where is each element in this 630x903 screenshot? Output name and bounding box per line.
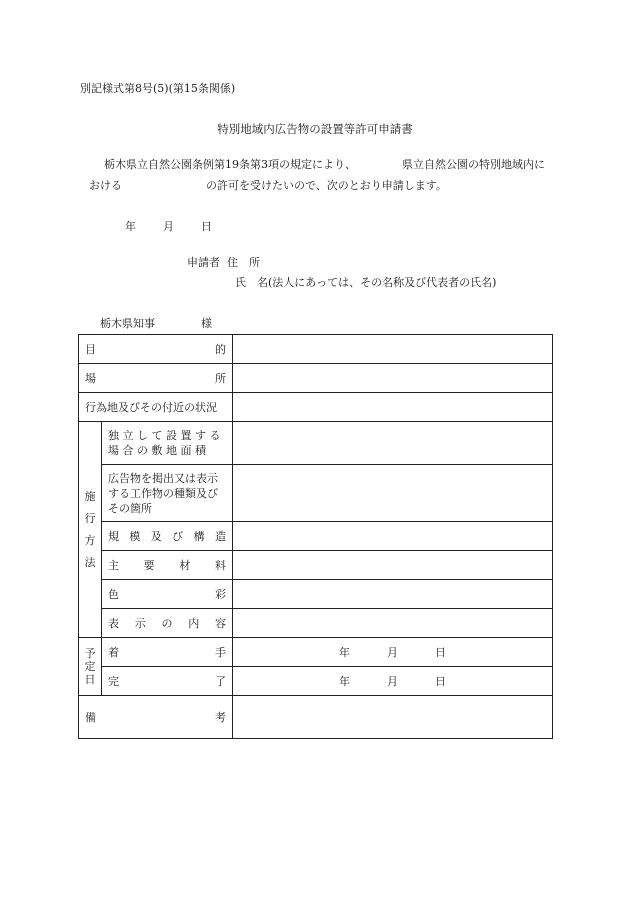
complete-label: 完 了 [102, 667, 233, 696]
table-row [79, 580, 553, 609]
table-row [79, 422, 553, 465]
site-area-field[interactable] [233, 422, 553, 465]
materials-field[interactable] [233, 551, 553, 580]
table-row [79, 364, 553, 393]
statement-line-2 [89, 177, 447, 193]
statement-text: の許可を受けたいので、次のとおり申請します。 [206, 179, 447, 192]
scale-field[interactable] [233, 522, 553, 551]
purpose-field[interactable] [233, 335, 553, 364]
addressee [100, 315, 212, 331]
table-row [79, 465, 553, 522]
application-form-table [78, 334, 553, 739]
color-label: 色 彩 [102, 580, 233, 609]
application-date [125, 218, 212, 234]
complete-month: 月 [387, 675, 398, 688]
start-year: 年 [339, 646, 350, 659]
content-label: 表 示 の 内 容 [102, 609, 233, 638]
start-day: 日 [435, 646, 446, 659]
purpose-label: 目 的 [79, 335, 233, 364]
table-row [79, 696, 553, 739]
statement-text: おける [89, 179, 122, 192]
scale-label: 規 模 及 び 構 造 [102, 522, 233, 551]
site-status-label: 行為地及びその付近の状況 [79, 393, 233, 422]
complete-date-field[interactable] [233, 667, 553, 696]
remarks-label: 備 考 [79, 696, 233, 739]
site-area-label: 独 立 し て 設 置 す る 場 合 の 敷 地 面 積 [102, 422, 233, 465]
start-date-field[interactable] [233, 638, 553, 667]
table-row [79, 335, 553, 364]
table-row [79, 393, 553, 422]
site-status-field[interactable] [233, 393, 553, 422]
place-field[interactable] [233, 364, 553, 393]
applicant-name-label: 氏 名(法人にあっては、その名称及び代表者の氏名) [235, 276, 497, 289]
method-label: 施 行 方 法 [79, 422, 102, 638]
applicant-address-label: 住 所 [227, 256, 260, 269]
statement-line-1 [104, 156, 545, 172]
table-row [79, 551, 553, 580]
date-month: 月 [163, 220, 174, 233]
table-row [79, 667, 553, 696]
table-row [79, 609, 553, 638]
complete-year: 年 [339, 675, 350, 688]
ad-structure-label: 広告物を掲出又は表示 する工作物の種類及び その箇所 [102, 465, 233, 522]
addressee-honorific: 様 [201, 317, 212, 330]
applicant-block [187, 253, 496, 293]
date-year: 年 [125, 220, 136, 233]
complete-day: 日 [435, 675, 446, 688]
place-label: 場 所 [79, 364, 233, 393]
content-field[interactable] [233, 609, 553, 638]
table-row [79, 522, 553, 551]
materials-label: 主 要 材 料 [102, 551, 233, 580]
ad-structure-field[interactable] [233, 465, 553, 522]
statement-text: 県立自然公園の特別地域内に [402, 158, 545, 171]
statement-text: 栃木県立自然公園条例第19条第3項の規定により、 [104, 158, 356, 171]
color-field[interactable] [233, 580, 553, 609]
table-row [79, 638, 553, 667]
form-reference: 別記様式第8号(5)(第15条関係) [80, 82, 236, 95]
start-label: 着 手 [102, 638, 233, 667]
applicant-label: 申請者 [187, 256, 220, 269]
date-day: 日 [201, 220, 212, 233]
start-month: 月 [387, 646, 398, 659]
addressee-name: 栃木県知事 [100, 317, 155, 330]
document-title: 特別地域内広告物の設置等許可申請書 [217, 122, 413, 136]
remarks-field[interactable] [233, 696, 553, 739]
schedule-label: 予 定 日 [79, 638, 102, 696]
